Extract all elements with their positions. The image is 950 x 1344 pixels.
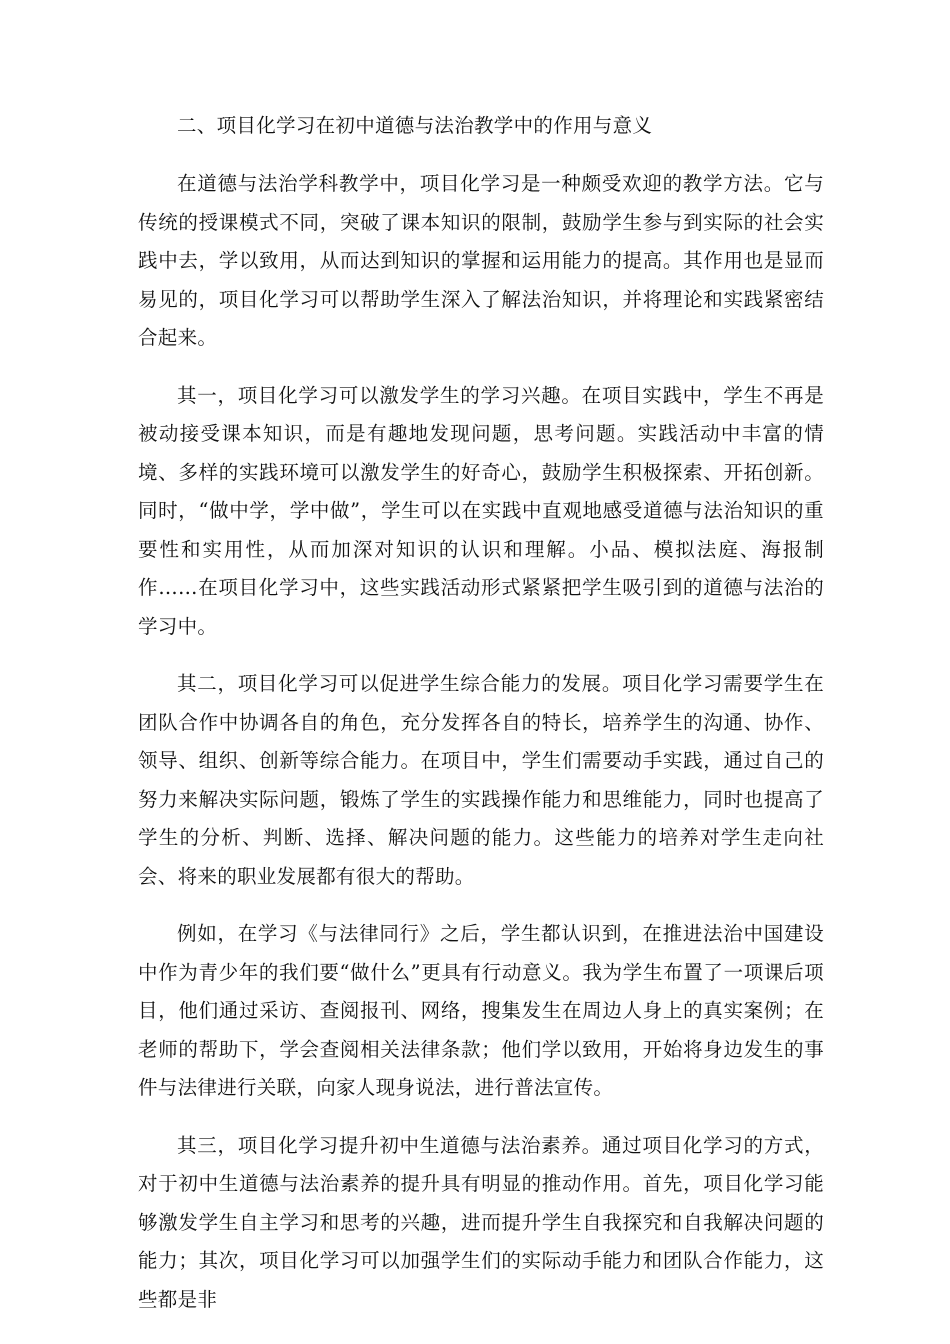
paragraph-example: 例如，在学习《与法律同行》之后，学生都认识到，在推进法治中国建设中作为青少年的我们要“做什么”更具有行动意义。我为学生布置了一项课后项目，他们通过采访、查阅报刊、网络，搜集发生在周边人身上的真实案例；在老师的帮助下，学会查阅相关法律条款；他们学以致用，开始将身边发生的事件与法律进行关联，向家人现身说法，进行普法宣传。 [138,922,824,1099]
paragraph-point-three: 其三，项目化学习提升初中生道德与法治素养。通过项目化学习的方式，对于初中生道德与法治素养的提升具有明显的推动作用。首先，项目化学习能够激发学生自主学习和思考的兴趣，进而提升学生自我探究和自我解决问题的能力；其次，项目化学习可以加强学生们的实际动手能力和团队合作能力，这些都是非 [138,1133,824,1311]
paragraph-intro: 在道德与法治学科教学中，项目化学习是一种颇受欢迎的教学方法。它与传统的授课模式不同，突破了课本知识的限制，鼓励学生参与到实际的社会实践中去，学以致用，从而达到知识的掌握和运用能力的提高。其作用也是显而易见的，项目化学习可以帮助学生深入了解法治知识，并将理论和实践紧密结合起来。 [138,172,824,349]
paragraph-point-two: 其二，项目化学习可以促进学生综合能力的发展。项目化学习需要学生在团队合作中协调各自的角色，充分发挥各自的特长，培养学生的沟通、协作、领导、组织、创新等综合能力。在项目中，学生们需要动手实践，通过自己的努力来解决实际问题，锻炼了学生的实践操作能力和思维能力，同时也提高了学生的分析、判断、选择、解决问题的能力。这些能力的培养对学生走向社会、将来的职业发展都有很大的帮助。 [138,672,824,888]
paragraph-point-one: 其一，项目化学习可以激发学生的学习兴趣。在项目实践中，学生不再是被动接受课本知识，而是有趣地发现问题，思考问题。实践活动中丰富的情境、多样的实践环境可以激发学生的好奇心，鼓励学生积极探索、开拓创新。同时，“做中学，学中做”，学生可以在实践中直观地感受道德与法治知识的重要性和实用性，从而加深对知识的认识和理解。小品、模拟法庭、海报制作……在项目化学习中，这些实践活动形式紧紧把学生吸引到的道德与法治的学习中。 [138,383,824,638]
section-heading: 二、项目化学习在初中道德与法治教学中的作用与意义 [177,114,653,137]
document-body [138,107,824,1338]
